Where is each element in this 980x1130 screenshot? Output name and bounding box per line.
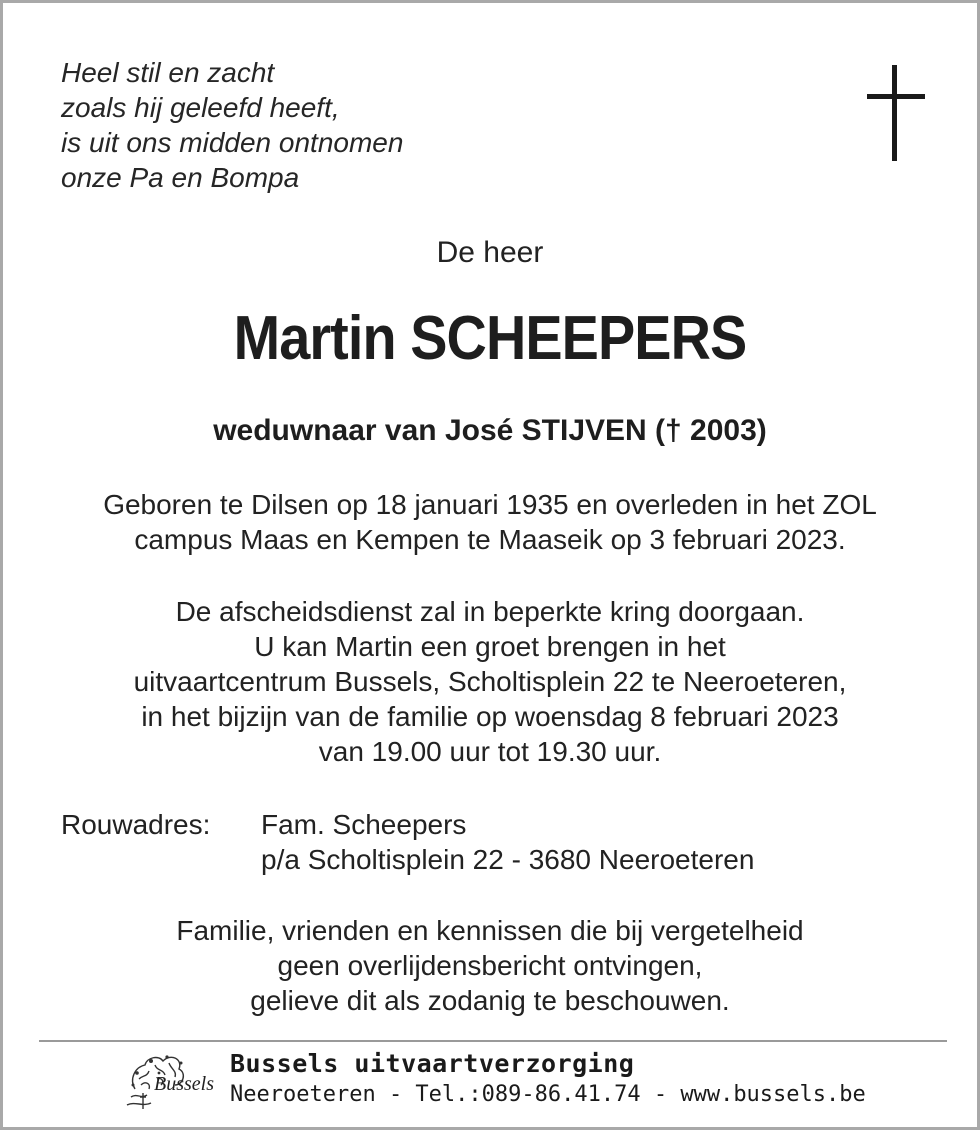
paragraph-line: Geboren te Dilsen op 18 januari 1935 en overleden in het ZOL [103,489,877,520]
paragraph-line: geen overlijdensbericht ontvingen, [277,950,703,981]
address-label: Rouwadres: [61,809,211,840]
address-line: Fam. Scheepers [261,809,467,840]
paragraph-line: Familie, vrienden en kennissen die bij vergetelheid [176,915,804,946]
birth-death-paragraph [3,487,977,557]
deceased-name: Martin SCHEEPERS [233,304,747,373]
poem-line: onze Pa en Bompa [61,162,300,193]
service-paragraph [3,594,977,769]
divider [39,1040,947,1042]
poem-line: zoals hij geleefd heeft, [61,92,340,123]
contact-info: Neeroeteren - Tel.:089-86.41.74 - www.bussels.be [230,1082,866,1107]
organization-name: Bussels uitvaartverzorging [230,1049,635,1078]
poem-line: Heel stil en zacht [61,57,275,88]
notice-paragraph [3,913,977,1018]
paragraph-line: uitvaartcentrum Bussels, Scholtisplein 22 te Neeroeteren, [133,666,847,697]
mourning-address [61,807,754,877]
poem [61,55,403,195]
paragraph-line: gelieve dit als zodanig te beschouwen. [250,985,730,1016]
paragraph-line: campus Maas en Kempen te Maaseik op 3 februari 2023. [134,524,846,555]
logo-wordmark: Bussels [154,1073,214,1095]
honorific-title: De heer [436,236,544,269]
widow-line: weduwnaar van José STIJVEN († 2003) [213,414,767,447]
paragraph-line: van 19.00 uur tot 19.30 uur. [318,736,662,767]
poem-line: is uit ons midden ontnomen [61,127,404,158]
paragraph-line: De afscheidsdienst zal in beperkte kring doorgaan. [175,596,805,627]
funeral-home-footer [230,1048,866,1110]
paragraph-line: in het bijzijn van de familie op woensdag 8 februari 2023 [141,701,839,732]
paragraph-line: U kan Martin een groet brengen in het [254,631,726,662]
address-line: p/a Scholtisplein 22 - 3680 Neeroeteren [261,844,755,875]
latin-cross-icon [867,65,925,161]
